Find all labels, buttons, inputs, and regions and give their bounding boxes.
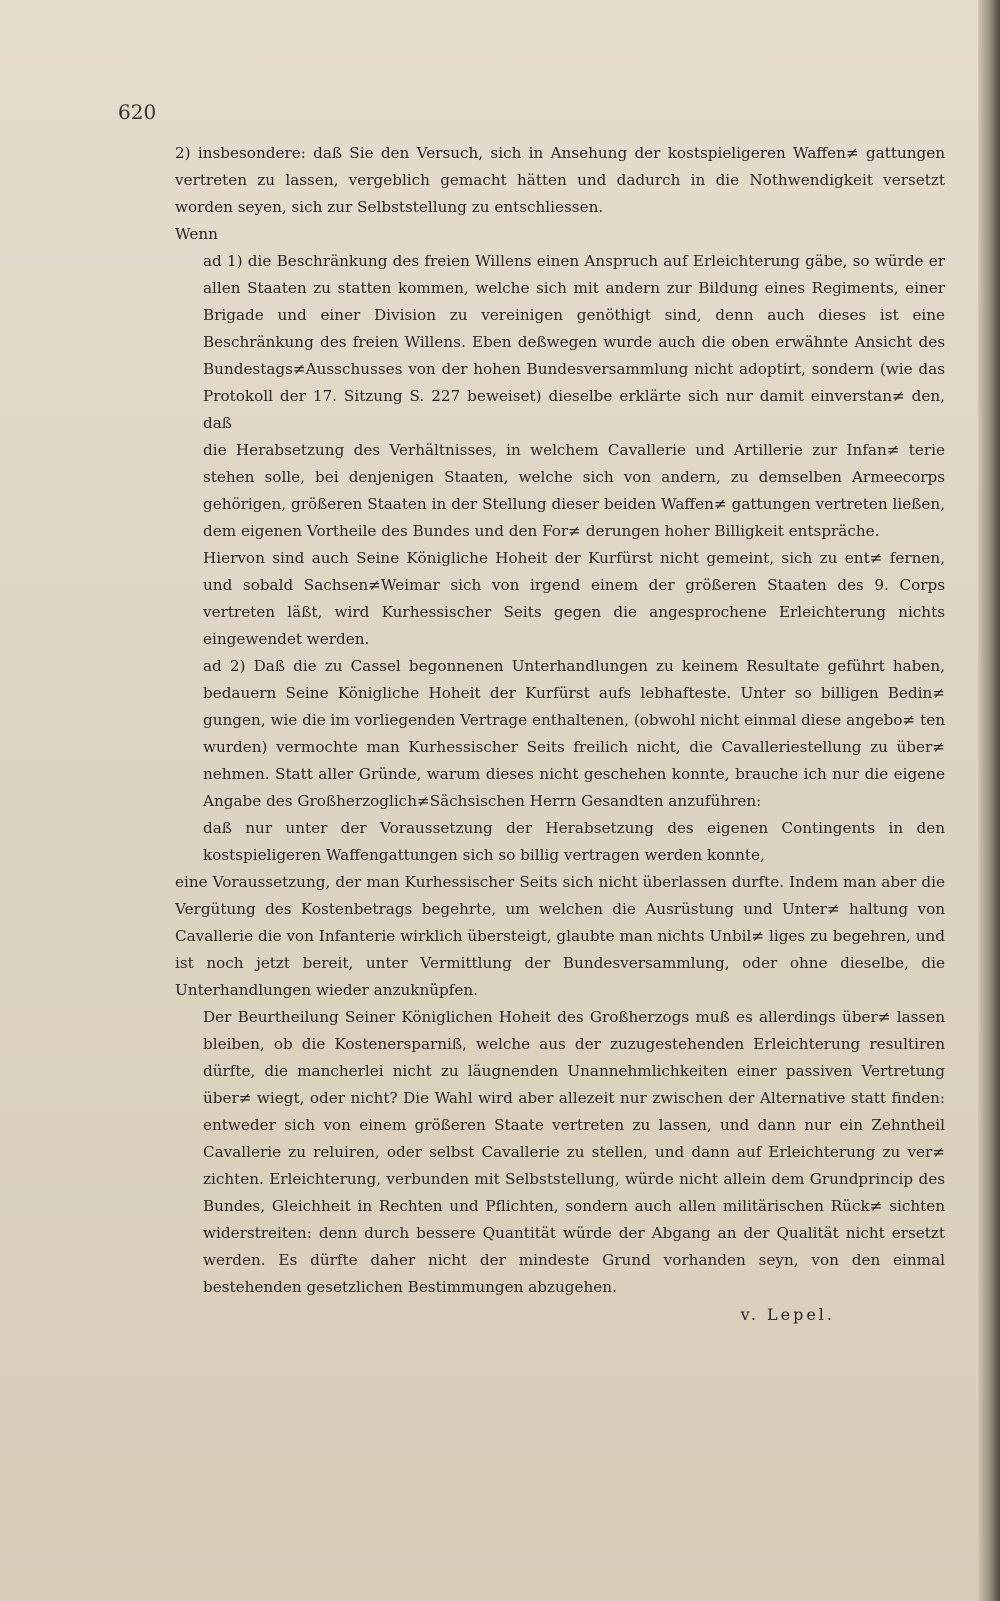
paragraph-hiervon: Hiervon sind auch Seine Königliche Hoheit der Kurfürst nicht gemeint, sich zu ent≠ fernen, und sobald Sachsen≠Weimar sich von irgend einem der größeren Staaten des 9. Corps vertreten läßt, wird Kurhessischer Seits gegen die angesprochene Erleichterung nichts eingewendet werden.: [203, 549, 945, 648]
quoted-resolution: die Herabsetzung des Verhältnisses, in welchem Cavallerie und Artillerie zur Infan≠ terie stehen solle, bei denjenigen Staaten, welche sich von andern, zu demselben Armeecorps gehörigen, größeren Staaten in der Stellung dieser beiden Waffen≠ gattungen vertreten ließen, dem eigenen Vortheile des Bundes und den For≠ derungen hoher Billigkeit entspräche.: [203, 441, 945, 540]
paragraph-ad-1: ad 1) die Beschränkung des freien Willens einen Anspruch auf Erleichterung gäbe, so würde er allen Staaten zu statten kommen, welche sich mit andern zur Bildung eines Regiments, einer Brigade und einer Division zu vereinigen genöthigt sind, denn auch dieses ist eine Beschränkung des freien Willens. Eben deßwegen wurde auch die oben erwähnte Ansicht des Bundestags≠Ausschusses von der hohen Bundesversammlung nicht adoptirt, sondern (wie das Protokoll der 17. Sitzung S. 227 beweiset) dieselbe erklärte sich nur damit einverstan≠ den, daß: [203, 252, 945, 432]
body-text: [175, 140, 945, 1328]
page-number: 620: [118, 100, 157, 124]
paragraph-wenn: Wenn: [175, 225, 218, 243]
paragraph-voraussetzung: eine Voraussetzung, der man Kurhessischer Seits sich nicht überlassen durfte. Indem man aber die Vergütung des Kostenbetrags begehrte, um welchen die Ausrüstung und Unter≠ haltung von Cavallerie die von Infanterie wirklich übersteigt, glaubte man nichts Unbil≠ liges zu begehren, und ist noch jetzt bereit, unter Vermittlung der Bundesversammlung, oder ohne dieselbe, die Unterhandlungen wieder anzuknüpfen.: [175, 873, 945, 999]
signature: v. Lepel.: [740, 1305, 835, 1324]
paragraph-point-2: 2) insbesondere: daß Sie den Versuch, sich in Ansehung der kostspieligeren Waffen≠ gattungen vertreten zu lassen, vergeblich gemacht hätten und dadurch in die Nothwendigkeit versetzt worden seyen, sich zur Selbststellung zu entschliessen.: [175, 144, 945, 216]
page-edge-shadow: [978, 0, 1000, 1601]
paragraph-ad-2: ad 2) Daß die zu Cassel begonnenen Unterhandlungen zu keinem Resultate geführt haben, bedauern Seine Königliche Hoheit der Kurfürst aufs lebhafteste. Unter so billigen Bedin≠ gungen, wie die im vorliegenden Vertrage enthaltenen, (obwohl nicht einmal diese angebo≠ ten wurden) vermochte man Kurhessischer Seits freilich nicht, die Cavalleriestellung zu über≠ nehmen. Statt aller Gründe, warum dieses nicht geschehen konnte, brauche ich nur die eigene Angabe des Großherzoglich≠Sächsischen Herrn Gesandten anzuführen:: [203, 657, 945, 810]
quoted-statement: daß nur unter der Voraussetzung der Herabsetzung des eigenen Contingents in den kostspieligeren Waffengattungen sich so billig vertragen werden konnte,: [203, 819, 945, 864]
paragraph-beurtheilung: Der Beurtheilung Seiner Königlichen Hoheit des Großherzogs muß es allerdings über≠ lassen bleiben, ob die Kostenersparniß, welche aus der zuzugestehenden Erleichterung resultiren dürfte, die mancherlei nicht zu läugnenden Unannehmlichkeiten einer passiven Vertretung über≠ wiegt, oder nicht? Die Wahl wird aber allezeit nur zwischen der Alternative statt finden: entweder sich von einem größeren Staate vertreten zu lassen, und dann nur ein Zehntheil Cavallerie zu reluiren, oder selbst Cavallerie zu stellen, und dann auf Erleichterung zu ver≠ zichten. Erleichterung, verbunden mit Selbststellung, würde nicht allein dem Grundprincip des Bundes, Gleichheit in Rechten und Pflichten, sondern auch allen militärischen Rück≠ sichten widerstreiten: denn durch bessere Quantität würde der Abgang an der Qualität nicht ersetzt werden. Es dürfte daher nicht der mindeste Grund vorhanden seyn, von den einmal bestehenden gesetzlichen Bestimmungen abzugehen.: [203, 1008, 945, 1296]
